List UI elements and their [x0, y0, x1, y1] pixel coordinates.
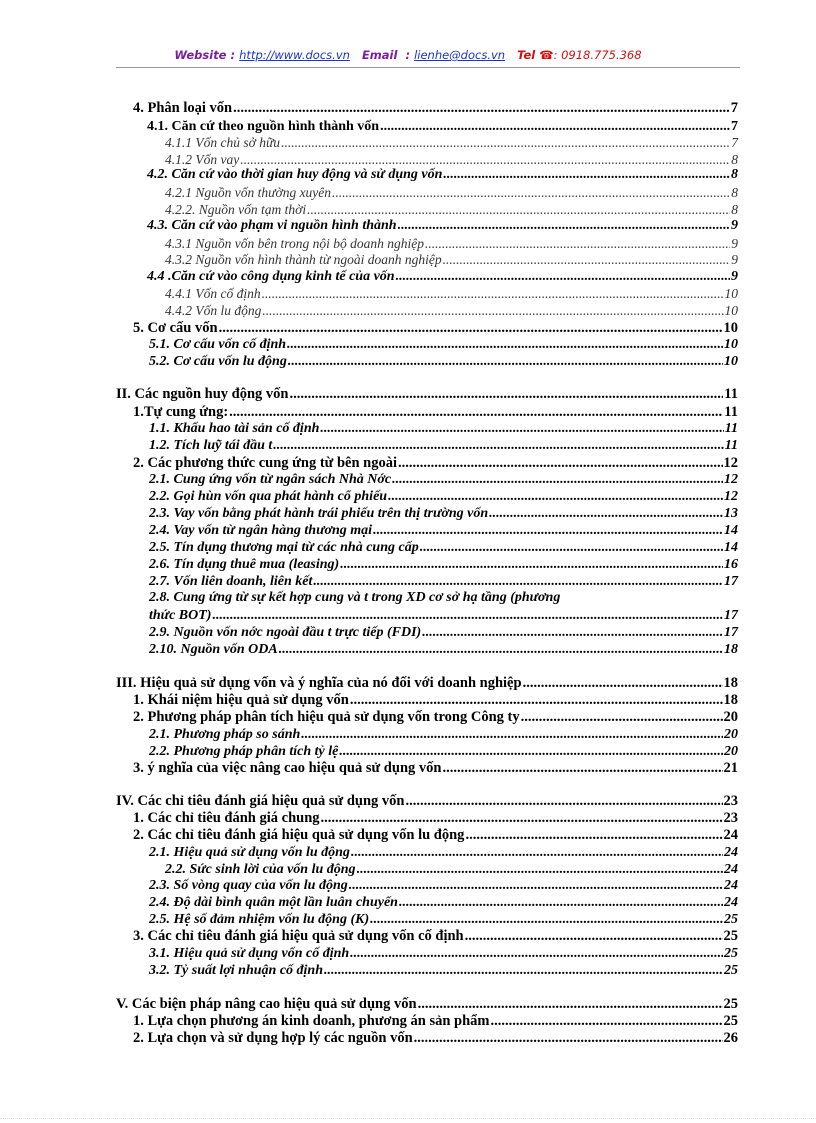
toc-entry-page: 10 [724, 286, 738, 301]
dot-leader [273, 437, 723, 454]
toc-entry-page: 25 [723, 996, 738, 1012]
toc-entry-page: 11 [724, 386, 738, 402]
toc-entry-title: 2.5. Hệ số đảm nhiệm vốn lu động (K) [149, 912, 370, 927]
dot-leader [398, 455, 722, 472]
dot-leader [418, 996, 723, 1013]
dot-leader [307, 201, 730, 218]
toc-entry-page: 20 [724, 744, 738, 759]
page-header [0, 48, 816, 62]
toc-entry-page: 14 [724, 523, 738, 538]
toc-entry-title: 2.1. Phương pháp so sánh [149, 727, 301, 742]
toc-entry-title: 2. Lựa chọn và sử dụng hợp lý các nguồn vốn [133, 1030, 413, 1046]
toc-entry-title: 3.1. Hiệu quả sử dụng vốn cố định [149, 946, 350, 961]
toc-entry[interactable] [149, 437, 738, 454]
toc-entry-title: 4.4.2 Vốn lu động [165, 303, 262, 318]
dot-leader [320, 420, 723, 437]
toc-entry-page: 24 [724, 878, 738, 893]
toc-entry-page: 8 [731, 185, 738, 200]
toc-entry-page: 11 [724, 421, 738, 436]
toc-entry[interactable] [116, 386, 738, 403]
toc-entry[interactable] [133, 709, 738, 726]
toc-entry[interactable] [149, 945, 738, 962]
dot-leader [212, 607, 723, 624]
dot-leader [279, 641, 723, 658]
toc-entry[interactable] [149, 505, 738, 522]
toc-entry-page: 14 [724, 540, 738, 555]
toc-entry-title: 2.5. Tín dụng thương mại từ các nhà cung cấp [149, 540, 419, 555]
toc-entry[interactable] [133, 320, 738, 337]
toc-entry-title: 3. ý nghĩa của việc nâng cao hiệu quả sử dụng vốn [133, 760, 442, 776]
dot-leader [350, 692, 723, 709]
website-link[interactable]: http://www.docs.vn [239, 48, 350, 62]
dot-leader [489, 505, 723, 522]
toc-entry[interactable] [149, 353, 738, 370]
toc-entry-title: 4.1.1 Vốn chủ sở hữu [165, 135, 281, 150]
toc-entry[interactable] [149, 471, 738, 488]
toc-entry[interactable] [149, 844, 738, 861]
toc-entry[interactable] [149, 894, 738, 911]
toc-entry-title: IV. Các chỉ tiêu đánh giá hiệu quả sử dụng vốn [116, 793, 405, 809]
dot-leader [491, 1013, 723, 1030]
toc-entry[interactable] [133, 810, 738, 827]
dot-leader [332, 184, 730, 201]
dot-leader [373, 522, 723, 539]
toc-entry-title: 2. Các phương thức cung ứng từ bên ngoài [133, 455, 398, 471]
toc-entry-title: 2.4. Độ dài bình quân một lần luân chuyển [149, 895, 398, 910]
toc-entry-title: V. Các biện pháp nâng cao hiệu quả sử dụng vốn [116, 996, 417, 1012]
toc-entry-page: 10 [724, 354, 738, 369]
dot-leader [425, 235, 730, 252]
page-bottom-edge [0, 1118, 816, 1119]
toc-entry-page: 25 [724, 963, 738, 978]
toc-entry[interactable] [147, 118, 738, 135]
dot-leader [262, 285, 724, 302]
toc-entry[interactable] [147, 268, 738, 285]
toc-entry-page: 20 [724, 727, 738, 742]
toc-entry[interactable] [149, 488, 738, 505]
toc-entry-page: 17 [724, 608, 738, 623]
toc-entry[interactable] [149, 641, 738, 658]
toc-entry[interactable] [133, 827, 738, 844]
toc-entry-page: 11 [724, 438, 738, 453]
toc-entry[interactable] [133, 1013, 738, 1030]
toc-entry[interactable] [149, 743, 738, 760]
dot-leader [340, 556, 723, 573]
toc-entry[interactable] [149, 522, 738, 539]
toc-entry[interactable] [133, 100, 738, 117]
toc-entry[interactable] [116, 793, 738, 810]
toc-entry-title: II. Các nguồn huy động vốn [116, 386, 289, 402]
email-link[interactable]: lienhe@docs.vn [414, 48, 506, 62]
toc-entry[interactable] [133, 928, 738, 945]
dot-leader [349, 877, 723, 894]
toc-entry-title: 4.2.1 Nguồn vốn thường xuyên [165, 185, 332, 200]
dot-leader [388, 488, 723, 505]
toc-entry-page: 10 [723, 320, 738, 336]
toc-entry[interactable] [147, 217, 738, 234]
toc-entry-title: 4.2.2. Nguồn vốn tạm thời [165, 202, 307, 217]
dot-leader [350, 945, 723, 962]
toc-entry-title: 3.2. Tỷ suất lợi nhuận cố định [149, 963, 324, 978]
toc-entry[interactable] [147, 166, 738, 183]
toc-entry-title: 5.2. Cơ cấu vốn lu động [149, 354, 287, 369]
toc-entry-title: 2.3. Vay vốn bằng phát hành trái phiếu trên thị trường vốn [149, 506, 489, 521]
toc-entry[interactable] [165, 134, 738, 151]
toc-entry-title: 1. Các chỉ tiêu đánh giá chung [133, 810, 320, 826]
toc-entry[interactable] [133, 692, 738, 709]
toc-entry-title: III. Hiệu quả sử dụng vốn và ý nghĩa của nó đối với doanh nghiệp [116, 675, 522, 691]
header-divider [116, 67, 740, 68]
toc-entry-title: 4.3. Căn cứ vào phạm vi nguồn hình thành [147, 218, 397, 233]
toc-entry-title: 1. Lựa chọn phương án kinh doanh, phương án sản phẩm [133, 1013, 490, 1029]
toc-entry-title: 1.1. Khấu hao tài sản cố định [149, 421, 320, 436]
toc-entry[interactable] [133, 455, 738, 472]
toc-entry-page: 23 [723, 793, 738, 809]
toc-entry-title: 4.2. Căn cứ vào thời gian huy động và sử dụng vốn [147, 167, 443, 182]
toc-entry-title: 2.1. Cung ứng vốn từ ngân sách Nhà Nớc [149, 472, 392, 487]
toc-entry-title: 1.Tự cung ứng: [133, 404, 229, 420]
toc-entry-page: 17 [724, 625, 738, 640]
toc-entry[interactable] [165, 184, 738, 201]
toc-entry[interactable] [149, 624, 738, 641]
toc-entry-title: thức BOT) [149, 608, 212, 623]
toc-entry-page: 8 [731, 167, 738, 182]
toc-entry[interactable] [133, 760, 738, 777]
toc-entry-page: 17 [724, 574, 738, 589]
toc-entry-title: 1. Khái niệm hiệu quả sử dụng vốn [133, 692, 349, 708]
toc-entry-title: 2.7. Vốn liên doanh, liên kết [149, 574, 313, 589]
toc-entry-page: 7 [731, 119, 738, 134]
dot-leader [262, 302, 723, 319]
dot-leader [229, 404, 723, 421]
toc-entry[interactable] [165, 235, 738, 252]
toc-entry[interactable] [165, 251, 738, 268]
toc-entry-page: 13 [724, 506, 738, 521]
dot-leader [422, 624, 723, 641]
toc-entry-continued: 2.8. Cung ứng từ sự kết hợp cung và t trong XD cơ sở hạ tầng (phương [149, 590, 561, 605]
toc-entry[interactable] [116, 675, 738, 692]
phone-icon: ☎ [539, 48, 554, 62]
phone-number: : 0918.775.368 [553, 48, 642, 62]
toc-entry-page: 23 [723, 810, 738, 826]
toc-entry-title: 2.2. Sức sinh lời của vốn lu động [165, 862, 356, 877]
toc-entry-title: 2. Phương pháp phân tích hiệu quả sử dụng vốn trong Công ty [133, 709, 520, 725]
toc-entry-page: 24 [723, 827, 738, 843]
toc-entry-page: 20 [723, 709, 738, 725]
toc-entry-title: 1.2. Tích luỹ tái đầu t [149, 438, 273, 453]
toc-entry-title: 2.2. Gọi hùn vốn qua phát hành cổ phiếu [149, 489, 388, 504]
toc-entry-title: 2.9. Nguồn vốn nớc ngoài đầu t trực tiếp (FDI) [149, 625, 422, 640]
dot-leader [443, 166, 730, 183]
toc-entry-title: 2.10. Nguồn vốn ODA [149, 642, 278, 657]
toc-entry[interactable] [165, 302, 738, 319]
toc-entry-page: 25 [723, 928, 738, 944]
dot-leader [396, 268, 730, 285]
toc-entry-page: 7 [730, 100, 738, 116]
toc-entry-page: 18 [723, 675, 738, 691]
email-label: Email [361, 48, 398, 62]
toc-entry[interactable] [149, 336, 738, 353]
toc-entry[interactable] [149, 539, 738, 556]
toc-entry-page: 9 [731, 218, 738, 233]
toc-entry-title: 3. Các chỉ tiêu đánh giá hiệu quả sử dụng vốn cố định [133, 928, 464, 944]
toc-entry-page: 16 [724, 557, 738, 572]
toc-entry-page: 8 [731, 202, 738, 217]
toc-entry-title: 2.3. Số vòng quay của vốn lu động [149, 878, 348, 893]
dot-leader [339, 743, 723, 760]
toc-entry-title: 4.1.2 Vốn vay [165, 152, 240, 167]
dot-leader [399, 894, 723, 911]
toc-entry-page: 24 [724, 895, 738, 910]
toc-entry-title: 2.4. Vay vốn từ ngân hàng thương mại [149, 523, 373, 538]
toc-entry-page: 18 [723, 692, 738, 708]
dot-leader [313, 573, 723, 590]
toc-entry-title: 2. Các chỉ tiêu đánh giá hiệu quả sử dụng vốn lu động [133, 827, 465, 843]
toc-entry-title: 5. Cơ cấu vốn [133, 320, 218, 336]
dot-leader [287, 336, 723, 353]
dot-leader [465, 827, 722, 844]
toc-entry-page: 24 [724, 862, 738, 877]
toc-entry-page: 9 [731, 252, 738, 267]
toc-entry-page: 9 [731, 269, 738, 284]
toc-entry-page: 21 [723, 760, 738, 776]
toc-entry-page: 11 [724, 404, 738, 420]
toc-entry-title: 2.1. Hiệu quả sử dụng vốn lu động [149, 845, 350, 860]
website-sep: : [230, 48, 236, 62]
dot-leader [398, 217, 730, 234]
toc-entry-page: 10 [724, 337, 738, 352]
toc-entry-page: 18 [724, 642, 738, 657]
toc-entry[interactable] [149, 962, 738, 979]
dot-leader [405, 793, 722, 810]
toc-entry[interactable] [149, 556, 738, 573]
toc-entry[interactable] [149, 573, 738, 590]
toc-entry[interactable] [116, 996, 738, 1013]
toc-entry-title: 5.1. Cơ cấu vốn cố định [149, 337, 287, 352]
toc-entry[interactable] [149, 877, 738, 894]
toc-entry-page: 10 [724, 303, 738, 318]
dot-leader [219, 320, 723, 337]
dot-leader [443, 251, 731, 268]
toc-entry-title: 4.4 .Căn cứ vào công dụng kinh tế của vốn [147, 269, 395, 284]
toc-entry-page: 9 [731, 236, 738, 251]
toc-entry-page: 25 [724, 946, 738, 961]
dot-leader [351, 844, 723, 861]
toc-entry[interactable] [149, 607, 738, 624]
toc-entry[interactable] [149, 726, 738, 743]
toc-entry-title: 4.3.2 Nguồn vốn hình thành từ ngoài doanh nghiệp [165, 252, 442, 267]
toc-entry-title: 2.2. Phương pháp phân tích tỷ lệ [149, 744, 339, 759]
toc-entry[interactable] [133, 404, 738, 421]
dot-leader [324, 962, 723, 979]
toc-entry-title: 4.1. Căn cứ theo nguồn hình thành vốn [147, 119, 380, 134]
toc-entry-title: 4.3.1 Nguồn vốn bên trong nội bộ doanh nghiệp [165, 236, 424, 251]
toc-entry-page: 25 [723, 1013, 738, 1029]
dot-leader [523, 675, 723, 692]
toc-entry-page: 12 [724, 489, 738, 504]
toc-entry-page: 12 [724, 472, 738, 487]
dot-leader [420, 539, 723, 556]
dot-leader [233, 100, 730, 117]
dot-leader [370, 911, 723, 928]
toc-entry-title: 4.4.1 Vốn cố định [165, 286, 261, 301]
toc-entry[interactable] [149, 911, 738, 928]
tel-label: Tel [517, 48, 536, 62]
dot-leader [392, 471, 723, 488]
toc-entry[interactable] [165, 861, 738, 878]
toc-entry[interactable] [165, 201, 738, 218]
dot-leader [288, 353, 723, 370]
toc-entry-page: 7 [731, 135, 738, 150]
dot-leader [465, 928, 723, 945]
dot-leader [301, 726, 723, 743]
dot-leader [321, 810, 723, 827]
toc-entry-page: 24 [724, 845, 738, 860]
toc-entry-page: 25 [724, 912, 738, 927]
dot-leader [357, 861, 723, 878]
toc-entry-page: 26 [723, 1030, 738, 1046]
dot-leader [521, 709, 723, 726]
toc-entry-page: 12 [723, 455, 738, 471]
toc-entry-page: 8 [731, 152, 738, 167]
toc-entry-title: 4. Phân loại vốn [133, 100, 233, 116]
toc-entry[interactable] [133, 1030, 738, 1047]
dot-leader [442, 760, 722, 777]
dot-leader [289, 386, 723, 403]
dot-leader [281, 134, 730, 151]
toc-entry-title: 2.6. Tín dụng thuê mua (leasing) [149, 557, 340, 572]
website-label: Website [174, 48, 227, 62]
dot-leader [414, 1030, 723, 1047]
email-sep: : [405, 48, 411, 62]
dot-leader [380, 118, 730, 135]
toc-entry[interactable] [149, 420, 738, 437]
toc-entry[interactable] [165, 285, 738, 302]
